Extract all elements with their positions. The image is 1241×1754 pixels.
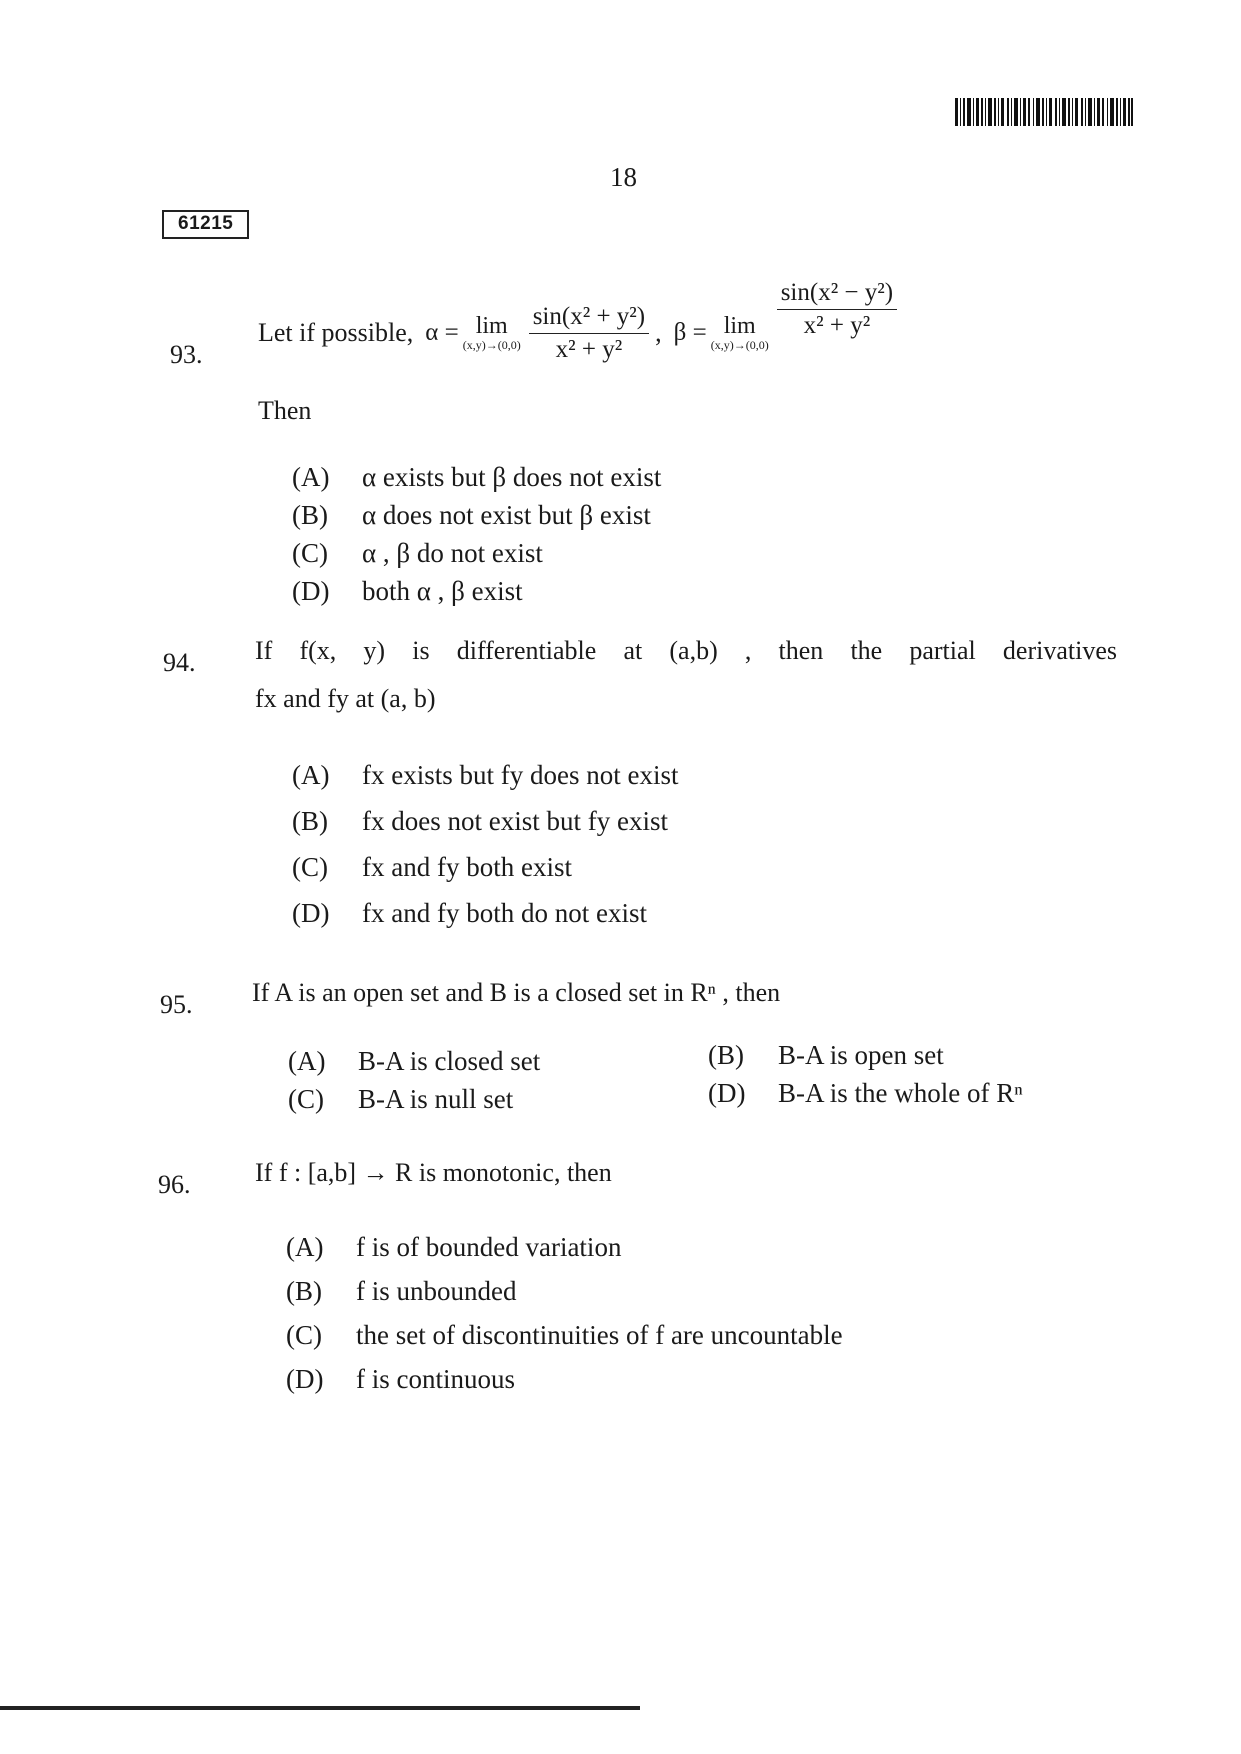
option-text: B-A is null set (358, 1084, 514, 1114)
lim-subscript: (x,y)→(0,0) (710, 338, 769, 352)
option-label: (A) (288, 1046, 326, 1076)
question-number: 94. (163, 648, 196, 677)
option-a (292, 760, 678, 791)
option-label: (D) (286, 1364, 324, 1394)
option-text: fx does not exist but fy exist (362, 806, 668, 836)
question-stem-continued: fx and fy at (a, b) (255, 684, 436, 713)
option-text: both α , β exist (362, 576, 523, 606)
option-d (286, 1364, 515, 1395)
option-label: (B) (292, 806, 328, 836)
fraction-numerator: sin(x² − y²) (777, 279, 897, 310)
option-label: (D) (292, 898, 330, 928)
option-b (292, 806, 668, 837)
separator: , (655, 318, 662, 347)
fraction-denominator: x² + y² (555, 335, 623, 363)
footer-rule (0, 1706, 640, 1710)
option-text: fx and fy both do not exist (362, 898, 647, 928)
option-c (292, 852, 572, 883)
option-text: f is unbounded (356, 1276, 517, 1306)
option-text: α , β do not exist (362, 538, 543, 568)
option-text: fx exists but fy does not exist (362, 760, 679, 790)
beta-eq: β = (673, 319, 707, 346)
option-text: the set of discontinuities of f are uncountable (356, 1320, 843, 1350)
barcode (955, 98, 1133, 126)
option-label: (A) (292, 462, 330, 492)
question-stem: If f(x, y) is differentiable at (a,b) , then the partial derivatives (255, 636, 1117, 665)
limit-operator (711, 314, 769, 352)
option-text: B-A is the whole of Rⁿ (778, 1078, 1023, 1108)
limit-operator (463, 314, 521, 352)
option-a (292, 462, 661, 493)
question-stem: If f : [a,b] → R is monotonic, then (255, 1158, 612, 1187)
lim-subscript: (x,y)→(0,0) (462, 338, 521, 352)
option-label: (C) (292, 852, 328, 882)
option-a (288, 1046, 540, 1077)
option-label: (B) (292, 500, 328, 530)
option-b (708, 1040, 944, 1071)
option-text: f is continuous (356, 1364, 515, 1394)
option-c (286, 1320, 843, 1351)
option-b (292, 500, 651, 531)
option-label: (C) (292, 538, 328, 568)
fraction-alpha (529, 303, 649, 364)
alpha-eq: α = (425, 319, 459, 346)
option-text: f is of bounded variation (356, 1232, 622, 1262)
option-text: B-A is closed set (358, 1046, 541, 1076)
option-d (292, 576, 523, 607)
lim-word: lim (723, 313, 756, 339)
option-text: B-A is open set (778, 1040, 944, 1070)
page-number: 18 (610, 162, 637, 192)
question-number: 93. (170, 340, 203, 369)
option-c (292, 538, 543, 569)
option-label: (D) (708, 1078, 746, 1108)
fraction-numerator: sin(x² + y²) (529, 303, 649, 334)
lim-word: lim (475, 313, 508, 339)
question-lead: Let if possible, (258, 318, 414, 347)
option-label: (B) (286, 1276, 322, 1306)
option-d (292, 898, 647, 929)
option-label: (D) (292, 576, 330, 606)
option-label: (C) (286, 1320, 322, 1350)
question-then: Then (258, 396, 312, 425)
option-text: α exists but β does not exist (362, 462, 662, 492)
question-number: 96. (158, 1170, 191, 1199)
question-stem: If A is an open set and B is a closed set in Rⁿ , then (252, 978, 781, 1007)
option-a (286, 1232, 621, 1263)
option-label: (B) (708, 1040, 744, 1070)
option-text: α does not exist but β exist (362, 500, 651, 530)
option-text: fx and fy both exist (362, 852, 572, 882)
option-c (288, 1084, 513, 1115)
fraction-denominator: x² + y² (803, 311, 871, 339)
fraction-beta (777, 279, 897, 340)
option-label: (A) (292, 760, 330, 790)
option-label: (C) (288, 1084, 324, 1114)
question-stem (258, 278, 897, 378)
paper-code: 61215 (162, 210, 249, 239)
question-number: 95. (160, 990, 193, 1019)
option-label: (A) (286, 1232, 324, 1262)
option-b (286, 1276, 516, 1307)
option-d (708, 1078, 1023, 1109)
